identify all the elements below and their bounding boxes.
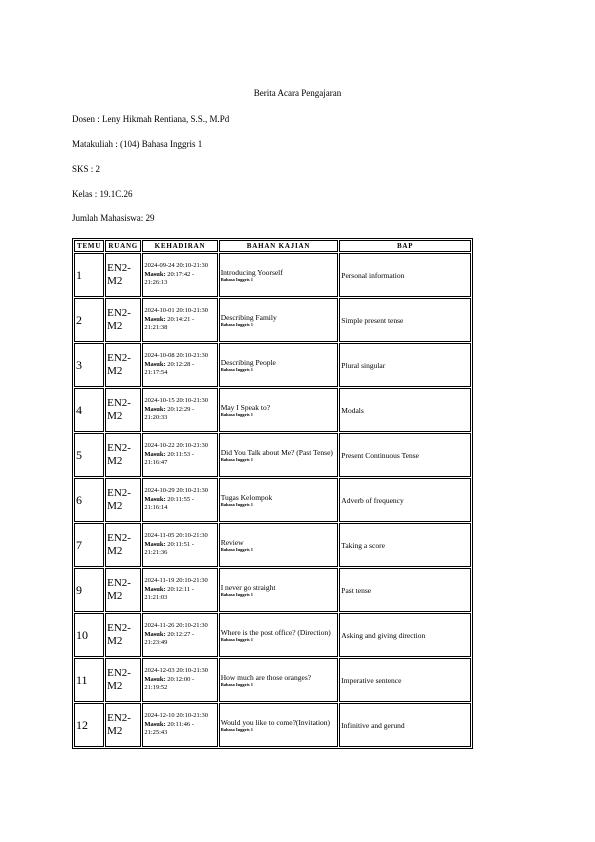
- room: EN2-M2: [105, 613, 141, 657]
- table-row: [74, 433, 471, 477]
- table-row: [74, 703, 471, 747]
- check-in-time: 20:11:51 - 21:21:36: [144, 540, 194, 557]
- topic: Did You Talk about Me? (Past Tense): [220, 447, 333, 457]
- meeting-number: 6: [74, 478, 104, 522]
- schedule-time: 2024-09-24 20:10-21:30: [144, 262, 209, 270]
- schedule-time: 2024-10-15 20:10-21:30: [144, 397, 209, 405]
- schedule-time: 2024-12-10 20:10-21:30: [144, 712, 209, 720]
- attendance: [142, 298, 217, 342]
- subject-name: Bahasa Inggris 1: [220, 501, 253, 507]
- bap-note: Asking and giving direction: [339, 613, 471, 657]
- topic: Review: [220, 537, 244, 547]
- topic: Tugas Kelompok: [220, 492, 273, 502]
- check-in-time: 20:11:55 - 21:16:14: [144, 495, 194, 512]
- header-kehadiran: KEHADIRAN: [142, 240, 217, 252]
- table-row: [74, 568, 471, 612]
- attendance: [142, 433, 217, 477]
- subject-name: Bahasa Inggris 1: [220, 456, 253, 462]
- meeting-number: 10: [74, 613, 104, 657]
- bap-note: Infinitive and gerund: [339, 703, 471, 747]
- study-material: [219, 298, 339, 342]
- check-in: [144, 406, 215, 423]
- student-count-line: Jumlah Mahasiswa: 29: [72, 213, 155, 223]
- bap-note: Present Continuous Tense: [339, 433, 471, 477]
- check-in-label: Masuk:: [144, 450, 166, 458]
- room: EN2-M2: [105, 703, 141, 747]
- study-material: [219, 253, 339, 297]
- check-in: [144, 676, 215, 693]
- header-bahan-kajian: BAHAN KAJIAN: [219, 240, 339, 252]
- subject-name: Bahasa Inggris 1: [220, 591, 253, 597]
- attendance: [142, 478, 217, 522]
- attendance: [142, 388, 217, 432]
- attendance: [142, 613, 217, 657]
- topic: Describing Family: [220, 312, 277, 322]
- attendance: [142, 523, 217, 567]
- credits-line: SKS : 2: [72, 164, 101, 174]
- check-in-label: Masuk:: [144, 720, 166, 728]
- check-in: [144, 316, 215, 333]
- check-in: [144, 496, 215, 513]
- room: EN2-M2: [105, 343, 141, 387]
- course-line: Matakuliah : (104) Bahasa Inggris 1: [72, 139, 203, 149]
- bap-note: Adverb of frequency: [339, 478, 471, 522]
- table-row: [74, 388, 471, 432]
- room: EN2-M2: [105, 388, 141, 432]
- subject-name: Bahasa Inggris 1: [220, 411, 253, 417]
- study-material: [219, 703, 339, 747]
- room: EN2-M2: [105, 523, 141, 567]
- document-title: Berita Acara Pengajaran: [253, 88, 342, 98]
- header-temu: TEMU: [74, 240, 104, 252]
- table-header-row: [74, 240, 471, 252]
- lecturer-line: Dosen : Leny Hikmah Rentiana, S.S., M.Pd: [72, 114, 230, 124]
- study-material: [219, 388, 339, 432]
- study-material: [219, 343, 339, 387]
- topic: May I Speak to?: [220, 402, 271, 412]
- schedule-time: 2024-11-19 20:10-21:30: [144, 577, 208, 585]
- check-in-time: 20:14:21 - 21:21:38: [144, 315, 195, 332]
- schedule-time: 2024-12-03 20:10-21:30: [144, 667, 209, 675]
- bap-note: Personal information: [339, 253, 471, 297]
- subject-name: Bahasa Inggris 1: [220, 636, 253, 642]
- class-line: Kelas : 19.1C.26: [72, 189, 133, 199]
- check-in-label: Masuk:: [144, 585, 166, 593]
- bap-note: Past tense: [339, 568, 471, 612]
- subject-name: Bahasa Inggris 1: [220, 321, 253, 327]
- study-material: [219, 523, 339, 567]
- topic: Where is the post office? (Direction): [220, 627, 331, 637]
- check-in: [144, 361, 215, 378]
- bap-note: Imperative sentence: [339, 658, 471, 702]
- table-row: [74, 343, 471, 387]
- check-in: [144, 631, 215, 648]
- check-in: [144, 586, 215, 603]
- table-row: [74, 613, 471, 657]
- meeting-number: 11: [74, 658, 104, 702]
- study-material: [219, 613, 339, 657]
- meeting-number: 3: [74, 343, 104, 387]
- table-row: [74, 523, 471, 567]
- check-in-label: Masuk:: [144, 270, 166, 278]
- subject-name: Bahasa Inggris 1: [220, 681, 253, 687]
- attendance: [142, 658, 217, 702]
- check-in-time: 20:17:42 - 21:26:13: [144, 270, 195, 287]
- schedule-time: 2024-11-05 20:10-21:30: [144, 532, 208, 540]
- header-ruang: RUANG: [105, 240, 141, 252]
- meeting-number: 1: [74, 253, 104, 297]
- check-in-label: Masuk:: [144, 360, 166, 368]
- check-in-label: Masuk:: [144, 630, 166, 638]
- schedule-time: 2024-10-22 20:10-21:30: [144, 442, 209, 450]
- check-in: [144, 721, 215, 738]
- check-in-time: 20:12:11 - 21:21:03: [144, 585, 194, 602]
- meeting-number: 4: [74, 388, 104, 432]
- subject-name: Bahasa Inggris 1: [220, 366, 253, 372]
- check-in-label: Masuk:: [144, 315, 166, 323]
- meeting-number: 7: [74, 523, 104, 567]
- room: EN2-M2: [105, 478, 141, 522]
- check-in-label: Masuk:: [144, 540, 166, 548]
- teaching-record-table: [72, 238, 473, 749]
- check-in-time: 20:12:00 - 21:19:52: [144, 675, 195, 692]
- table-row: [74, 478, 471, 522]
- check-in-label: Masuk:: [144, 675, 166, 683]
- bap-note: Simple present tense: [339, 298, 471, 342]
- subject-name: Bahasa Inggris 1: [220, 546, 253, 552]
- bap-note: Taking a score: [339, 523, 471, 567]
- attendance: [142, 703, 217, 747]
- table-row: [74, 658, 471, 702]
- schedule-time: 2024-10-01 20:10-21:30: [144, 307, 209, 315]
- room: EN2-M2: [105, 298, 141, 342]
- check-in: [144, 271, 215, 288]
- check-in-time: 20:11:53 - 21:16:47: [144, 450, 194, 467]
- attendance: [142, 568, 217, 612]
- bap-note: Plural singular: [339, 343, 471, 387]
- schedule-time: 2024-10-29 20:10-21:30: [144, 487, 209, 495]
- subject-name: Bahasa Inggris 1: [220, 726, 253, 732]
- topic: Introducing Yoorself: [220, 267, 283, 277]
- check-in-label: Masuk:: [144, 405, 166, 413]
- schedule-time: 2024-10-08 20:10-21:30: [144, 352, 209, 360]
- study-material: [219, 478, 339, 522]
- meeting-number: 9: [74, 568, 104, 612]
- topic: How much are those oranges?: [220, 672, 312, 682]
- table-row: [74, 253, 471, 297]
- attendance: [142, 253, 217, 297]
- topic: Would you like to come?(Invitation): [220, 717, 331, 727]
- attendance: [142, 343, 217, 387]
- room: EN2-M2: [105, 568, 141, 612]
- table-row: [74, 298, 471, 342]
- header-bap: BAP: [339, 240, 471, 252]
- check-in-time: 20:12:29 - 21:20:33: [144, 405, 195, 422]
- room: EN2-M2: [105, 433, 141, 477]
- meeting-number: 12: [74, 703, 104, 747]
- room: EN2-M2: [105, 253, 141, 297]
- check-in-time: 20:12:27 - 21:23:49: [144, 630, 195, 647]
- topic: Describing People: [220, 357, 276, 367]
- subject-name: Bahasa Inggris 1: [220, 276, 253, 282]
- check-in-time: 20:12:28 - 21:17:54: [144, 360, 195, 377]
- check-in-time: 20:11:46 - 21:25:43: [144, 720, 194, 737]
- bap-note: Modals: [339, 388, 471, 432]
- study-material: [219, 433, 339, 477]
- study-material: [219, 568, 339, 612]
- room: EN2-M2: [105, 658, 141, 702]
- meeting-number: 2: [74, 298, 104, 342]
- study-material: [219, 658, 339, 702]
- check-in: [144, 451, 215, 468]
- check-in: [144, 541, 215, 558]
- topic: I never go straight: [220, 582, 276, 592]
- check-in-label: Masuk:: [144, 495, 166, 503]
- meeting-number: 5: [74, 433, 104, 477]
- schedule-time: 2024-11-26 20:10-21:30: [144, 622, 208, 630]
